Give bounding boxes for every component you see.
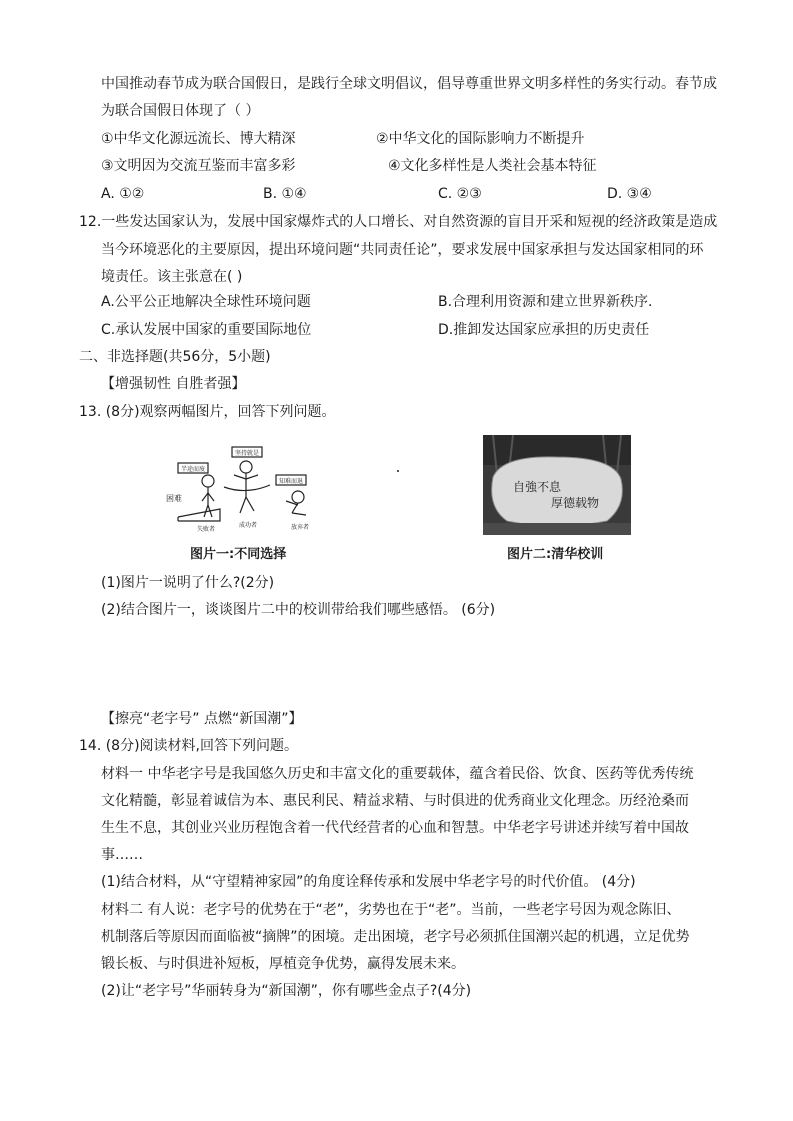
q13-sub-2: (2)结合图片一，谈谈图片二中的校训带给我们哪些感悟。 (6分) bbox=[101, 602, 496, 618]
stone-text-1: 自強不息 bbox=[512, 480, 562, 494]
q13-stem: 13. (8分)观察两幅图片，回答下列问题。 bbox=[79, 404, 336, 420]
q11-statement-2: ②中华文化的国际影响力不断提升 bbox=[376, 131, 585, 147]
obstacle-shape bbox=[178, 509, 220, 521]
theme-heading-2: 【擦亮“老字号” 点燃“新国潮”】 bbox=[101, 711, 303, 727]
q14-material-1-line-3: 生生不息，其创业兴业历程饱含着一代代经营者的心血和智慧。中华老字号讲述并续写着中国故 bbox=[101, 820, 689, 836]
q14-material-2-line-1: 材料二 有人说：老字号的优势在于“老”，劣势也在于“老”。当前，一些老字号因为观念陈旧、 bbox=[101, 902, 681, 918]
word-difficulty: 困难 bbox=[166, 494, 182, 503]
q14-material-1-line-2: 文化精髓，彰显着诚信为本、惠民利民、精益求精、与时俱进的优秀商业文化理念。历经沧桑而 bbox=[101, 793, 689, 809]
q11-option-c[interactable]: C. ②③ bbox=[438, 186, 482, 202]
q12-option-d[interactable]: D.推卸发达国家应承担的历史责任 bbox=[438, 322, 650, 338]
q12-stem-line-2: 当今环境恶化的主要原因，提出环境问题“共同责任论”，要求发展中国家承担与发达国家相同的环 bbox=[101, 242, 704, 258]
cartoon-illustration bbox=[160, 435, 330, 545]
figure-2-caption: 图片二:清华校训 bbox=[507, 547, 604, 562]
q12-stem-line-1: 12.一些发达国家认为，发展中国家爆炸式的人口增长、对自然资源的盲目开采和短视的经济政策是造成 bbox=[79, 214, 718, 230]
q12-option-b[interactable]: B.合理利用资源和建立世界新秩序. bbox=[438, 294, 653, 310]
stray-dot bbox=[397, 470, 399, 472]
q11-statement-1: ①中华文化源远流长、博大精深 bbox=[101, 131, 296, 147]
q12-option-c[interactable]: C.承认发展中国家的重要国际地位 bbox=[101, 322, 312, 338]
stone-photo-illustration bbox=[483, 435, 631, 535]
q11-stem-line-2: 为联合国假日体现了（ ） bbox=[101, 103, 260, 119]
label-right: 知难而退 bbox=[278, 478, 304, 485]
q14-sub-1: (1)结合材料，从“守望精神家园”的角度诠释传承和发展中华老字号的时代价值。 (4分) bbox=[101, 874, 636, 890]
stone-text-2: 厚德载物 bbox=[550, 496, 600, 510]
label-top: 坚持就是 bbox=[234, 450, 260, 457]
q14-material-1-line-1: 材料一 中华老字号是我国悠久历史和丰富文化的重要载体，蕴含着民俗、饮食、医药等优秀传统 bbox=[101, 766, 694, 782]
q14-material-1-line-4: 事…… bbox=[101, 847, 143, 863]
theme-heading-1: 【增强韧性 自胜者强】 bbox=[101, 376, 246, 392]
figure-2-photo bbox=[483, 435, 631, 535]
q11-statement-4: ④文化多样性是人类社会基本特征 bbox=[388, 158, 597, 174]
q14-material-2-line-3: 锻长板、与时俱进补短板，厚植竞争优势，赢得发展未来。 bbox=[101, 956, 465, 972]
figure-1-caption: 图片一:不同选择 bbox=[190, 547, 287, 562]
label-left: 半途而废 bbox=[180, 466, 206, 473]
figure-1-cartoon bbox=[160, 435, 330, 545]
person-success-head bbox=[240, 461, 252, 473]
q13-sub-1: (1)图片一说明了什么?(2分) bbox=[101, 575, 275, 591]
name-success: 成功者 bbox=[238, 522, 258, 529]
q11-statement-3: ③文明因为交流互鉴而丰富多彩 bbox=[101, 158, 296, 174]
q11-option-d[interactable]: D. ③④ bbox=[607, 186, 652, 202]
name-fail: 失败者 bbox=[196, 526, 216, 533]
q12-stem-line-3: 境责任。该主张意在( ) bbox=[101, 269, 243, 285]
person-quit-head bbox=[292, 491, 304, 503]
section-heading: 二、非选择题(共56分，5小题) bbox=[79, 349, 271, 365]
q12-option-a[interactable]: A.公平公正地解决全球性环境问题 bbox=[101, 294, 311, 310]
q14-material-2-line-2: 机制落后等原因而面临被“摘牌”的困境。走出困境，老字号必须抓住国潮兴起的机遇，立足优势 bbox=[101, 929, 690, 945]
q11-option-b[interactable]: B. ①④ bbox=[263, 186, 307, 202]
q14-sub-2: (2)让“老字号”华丽转身为“新国潮”，你有哪些金点子?(4分) bbox=[101, 983, 472, 999]
q14-stem: 14. (8分)阅读材料,回答下列问题。 bbox=[79, 738, 298, 754]
q11-stem-line-1: 中国推动春节成为联合国假日，是践行全球文明倡议，倡导尊重世界文明多样性的务实行动。春节成 bbox=[101, 76, 717, 92]
q11-option-a[interactable]: A. ①② bbox=[101, 186, 145, 202]
name-quit: 放弃者 bbox=[290, 524, 310, 531]
person-fail-head bbox=[202, 475, 214, 487]
